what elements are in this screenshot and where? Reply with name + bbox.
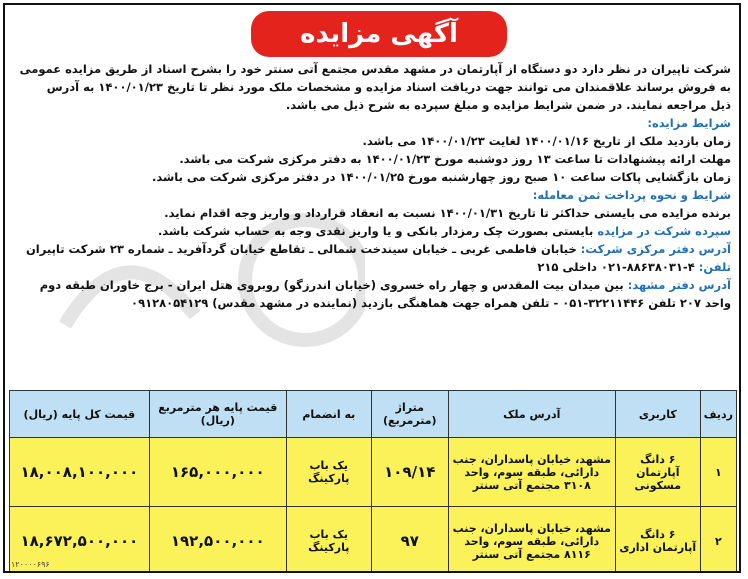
row-total-price: ۱۸,۰۰۸,۱۰۰,۰۰۰ bbox=[10, 438, 150, 507]
header-unit-price: قیمت پایه هر مترمربع (ریال) bbox=[149, 391, 286, 438]
row-num: ۲ bbox=[700, 507, 736, 574]
deposit-text: بایستی بصورت چک رمزدار بانکی و یا واریز نقدی وجه به حساب شرکت باشد. bbox=[157, 224, 594, 238]
row-address: مشهد، خیابان پاسداران، جنب دارائی، طبقه سوم، واحد ۳۱۰۸ مجتمع آتی سنتر bbox=[448, 438, 615, 507]
intro-line-3: ذیل مراجعه نمایند. در ضمن شرایط مزایده و مبلغ سپرده به شرح ذیل می باشد. bbox=[285, 98, 731, 112]
intro-line-2: به فروش برساند علاقمندان می توانند جهت دریافت اسناد مزایده و مشخصات ملک مورد نظر تا تاریخ ۱۴۰۰/۰۱/۲۳ به آدرس bbox=[46, 80, 731, 94]
header-row-num: ردیف bbox=[700, 391, 736, 438]
row-usage: ۶ دانگ آپارتمان اداری bbox=[615, 507, 700, 574]
notice-body bbox=[13, 60, 731, 312]
phone-line bbox=[13, 258, 731, 276]
condition-visit: زمان بازدید ملک از تاریخ ۱۴۰۰/۰۱/۱۶ لغایت ۱۴۰۰/۰۱/۲۳ می باشد. bbox=[362, 134, 731, 148]
notice-title-banner bbox=[251, 11, 507, 57]
payment-text: برنده مزایده می بایستی حداکثر تا تاریخ ۱۴۰۰/۰۱/۳۱ نسبت به انعقاد قرارداد و واریز وجه اقدام نماید. bbox=[164, 206, 731, 220]
condition-deadline: مهلت ارائه پیشنهادات تا ساعت ۱۳ روز دوشنبه مورخ ۱۴۰۰/۰۱/۲۳ به دفتر مرکزی شرکت می باشد. bbox=[179, 152, 731, 166]
row-area: ۹۷ bbox=[371, 507, 448, 574]
hq-address: خیابان فاطمی غربی ـ خیابان سیندخت شمالی ـ تقاطع خیابان گردآفرید ـ شماره ۲۳ شرکت تاپیران bbox=[25, 242, 577, 256]
header-usage: کاربری bbox=[615, 391, 700, 438]
footer-code: ۱۲۰۰۰۰۶۹۶ bbox=[11, 560, 50, 569]
payment-label: شرایط و نحوه پرداخت ثمن معامله: bbox=[532, 188, 731, 202]
header-includes: به انضمام bbox=[286, 391, 371, 438]
header-address: آدرس ملک bbox=[448, 391, 615, 438]
deposit-line bbox=[13, 222, 731, 240]
notice-title: آگهی مزایده bbox=[300, 19, 458, 49]
condition-opening: زمان بازگشایی پاکات ساعت ۱۰ صبح روز چهارشنبه مورخ ۱۴۰۰/۰۱/۲۵ در دفتر مرکزی شرکت می باشد. bbox=[151, 170, 731, 184]
hq-label: آدرس دفتر مرکزی شرکت: bbox=[580, 242, 731, 256]
row-unit-price: ۱۶۵,۰۰۰,۰۰۰ bbox=[149, 438, 286, 507]
deposit-label: سپرده شرکت در مزایده bbox=[597, 224, 731, 238]
row-includes: یک باب پارکینگ bbox=[286, 438, 371, 507]
header-area: متراژ (مترمربع) bbox=[371, 391, 448, 438]
phone-number: ۴-۸۸۶۳۸۰۳۱-۰۲۱ داخلی ۲۱۵ bbox=[537, 260, 695, 274]
hq-line bbox=[13, 240, 731, 258]
intro-line-1: شرکت تاپیران در نظر دارد دو دستگاه از آپارتمان در مشهد مقدس مجتمع آتی سنتر خود را بشرح اسناد از طریق مزایده عمومی bbox=[19, 62, 731, 76]
table-row bbox=[10, 507, 737, 574]
row-unit-price: ۱۹۲,۵۰۰,۰۰۰ bbox=[149, 507, 286, 574]
row-num: ۱ bbox=[700, 438, 736, 507]
table-row bbox=[10, 438, 737, 507]
row-area: ۱۰۹/۱۴ bbox=[371, 438, 448, 507]
row-includes: یک باب پارکینگ bbox=[286, 507, 371, 574]
conditions-label: شرایط مزایده: bbox=[647, 116, 731, 130]
row-usage: ۶ دانگ آپارتمان مسکونی bbox=[615, 438, 700, 507]
table-header-row bbox=[10, 391, 737, 438]
phone-label: تلفن: bbox=[698, 260, 731, 274]
header-total-price: قیمت کل پایه (ریال) bbox=[10, 391, 150, 438]
mashhad-line-1 bbox=[13, 276, 731, 294]
row-total-price: ۱۸,۶۷۲,۵۰۰,۰۰۰ bbox=[10, 507, 150, 574]
mashhad-label: آدرس دفتر مشهد: bbox=[627, 278, 731, 292]
notice-frame bbox=[3, 3, 741, 573]
row-address: مشهد، خیابان پاسداران، جنب دارائی، طبقه سوم، واحد ۸۱۱۶ مجتمع آتی سنتر bbox=[448, 507, 615, 574]
mashhad-address: بین میدان بیت المقدس و چهار راه خسروی (خیابان اندرزگو) روبروی هتل ایران - برج خاوران طبقه دوم bbox=[39, 278, 624, 292]
property-table bbox=[9, 390, 737, 573]
mashhad-line-2: واحد ۲۰۷ تلفن ۳۲۲۱۱۴۴۶-۰۵۱ - تلفن همراه جهت هماهنگی بازدید (نماینده در مشهد مقدس) ۰۹۱۲۸۰۵۴۱۲۹ bbox=[131, 296, 731, 310]
